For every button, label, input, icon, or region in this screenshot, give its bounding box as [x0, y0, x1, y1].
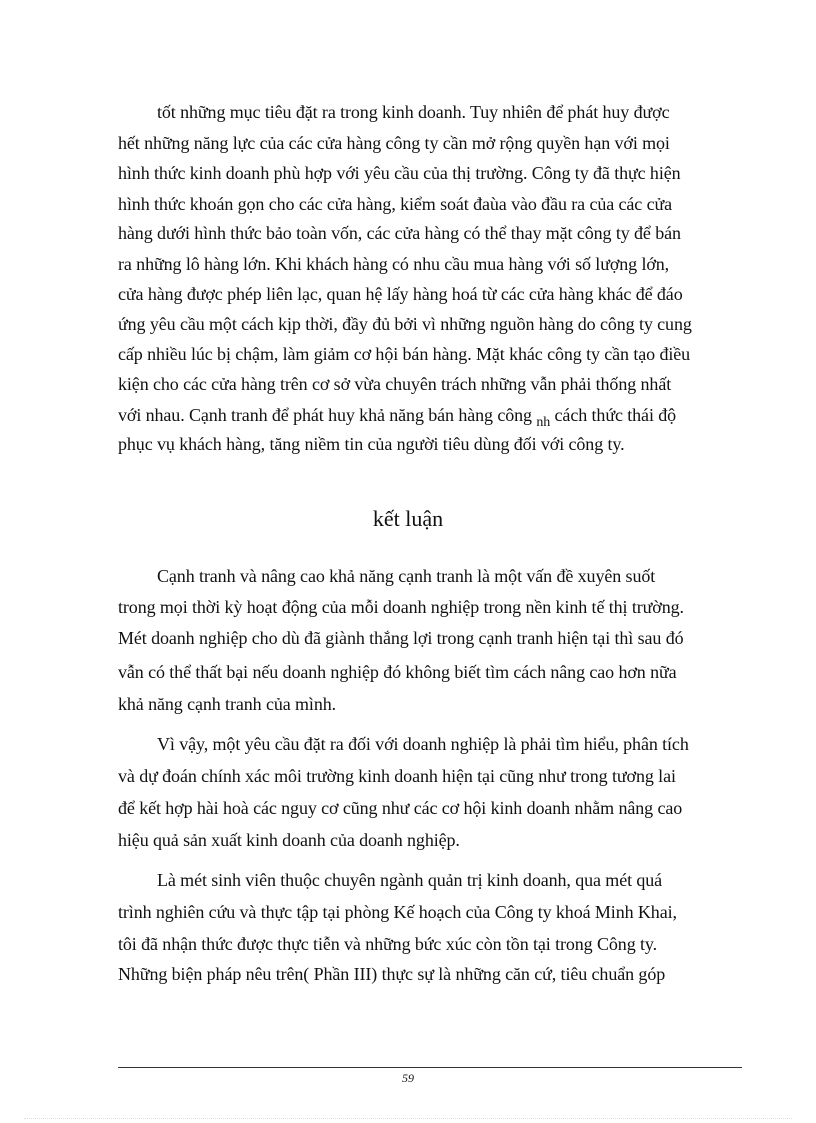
text-line: hàng dưới hình thức bảo toàn vốn, các cửa hàng có thể thay mặt công ty để bán [118, 223, 681, 243]
text-line: Những biện pháp nêu trên( Phần III) thực sự là những căn cứ, tiêu chuẩn góp [118, 964, 666, 984]
text-line: cấp nhiều lúc bị chậm, làm giảm cơ hội bán hàng. Mặt khác công ty cần tạo điều [118, 344, 691, 364]
text-line: Là mét sinh viên thuộc chuyên ngành quản trị kinh doanh, qua mét quá [157, 870, 663, 890]
text-line: phục vụ khách hàng, tăng niềm tin của người tiêu dùng đối với công ty. [118, 434, 625, 454]
section-heading: kết luận [372, 506, 444, 531]
text-line: tôi đã nhận thức được thực tiễn và những bức xúc còn tồn tại trong Công ty. [118, 934, 658, 954]
text-line: kiện cho các cửa hàng trên cơ sở vừa chuyên trách những vẫn phải thống nhất [118, 374, 672, 394]
page-number: 59 [402, 1071, 414, 1085]
text-line: trong mọi thời kỳ hoạt động của mỗi doanh nghiệp trong nền kinh tế thị trường. [118, 597, 684, 617]
text-line: khả năng cạnh tranh của mình. [118, 694, 337, 714]
text-line: cửa hàng được phép liên lạc, quan hệ lấy hàng hoá từ các cửa hàng khác để đáo [118, 284, 683, 304]
text-line: để kết hợp hài hoà các nguy cơ cũng như các cơ hội kinh doanh nhằm nâng cao [118, 798, 683, 818]
text-line: hình thức kinh doanh phù hợp với yêu cầu của thị trường. Công ty đã thực hiện [118, 163, 681, 183]
text-line: Vì vậy, một yêu cầu đặt ra đối với doanh nghiệp là phải tìm hiểu, phân tích [157, 734, 689, 754]
text-line: tốt những mục tiêu đặt ra trong kinh doanh. Tuy nhiên để phát huy được [157, 102, 670, 122]
text-line: vẫn có thể thất bại nếu doanh nghiệp đó không biết tìm cách nâng cao hơn nữa [118, 662, 677, 682]
text-segment: cách thức thái độ [554, 405, 677, 425]
text-line: hiệu quả sản xuất kinh doanh của doanh nghiệp. [118, 830, 460, 850]
text-segment: với nhau. Cạnh tranh để phát huy khả năng bán hàng công [118, 405, 532, 425]
text-line: ra những lô hàng lớn. Khi khách hàng có nhu cầu mua hàng với số lượng lớn, [118, 254, 670, 274]
text-line: hình thức khoán gọn cho các cửa hàng, kiểm soát đaùa vào đầu ra của các cửa [118, 194, 673, 214]
text-line: hết những năng lực của các cửa hàng công ty cần mở rộng quyền hạn với mọi [118, 133, 670, 153]
text-line: Mét doanh nghiệp cho dù đã giành thắng lợi trong cạnh tranh hiện tại thì sau đó [118, 628, 684, 648]
text-line: Cạnh tranh và nâng cao khả năng cạnh tranh là một vấn đề xuyên suốt [157, 566, 656, 586]
text-line: trình nghiên cứu và thực tập tại phòng Kế hoạch của Công ty khoá Minh Khai, [118, 902, 677, 922]
page-edge-divider [24, 1118, 792, 1119]
text-line: và dự đoán chính xác môi trường kinh doanh hiện tại cũng như trong tương lai [118, 766, 676, 786]
footer-rule [118, 1067, 742, 1068]
text-line [118, 403, 676, 430]
inline-subscript: nh [536, 415, 551, 430]
text-line: ứng yêu cầu một cách kịp thời, đầy đủ bởi vì những nguồn hàng do công ty cung [118, 314, 692, 334]
